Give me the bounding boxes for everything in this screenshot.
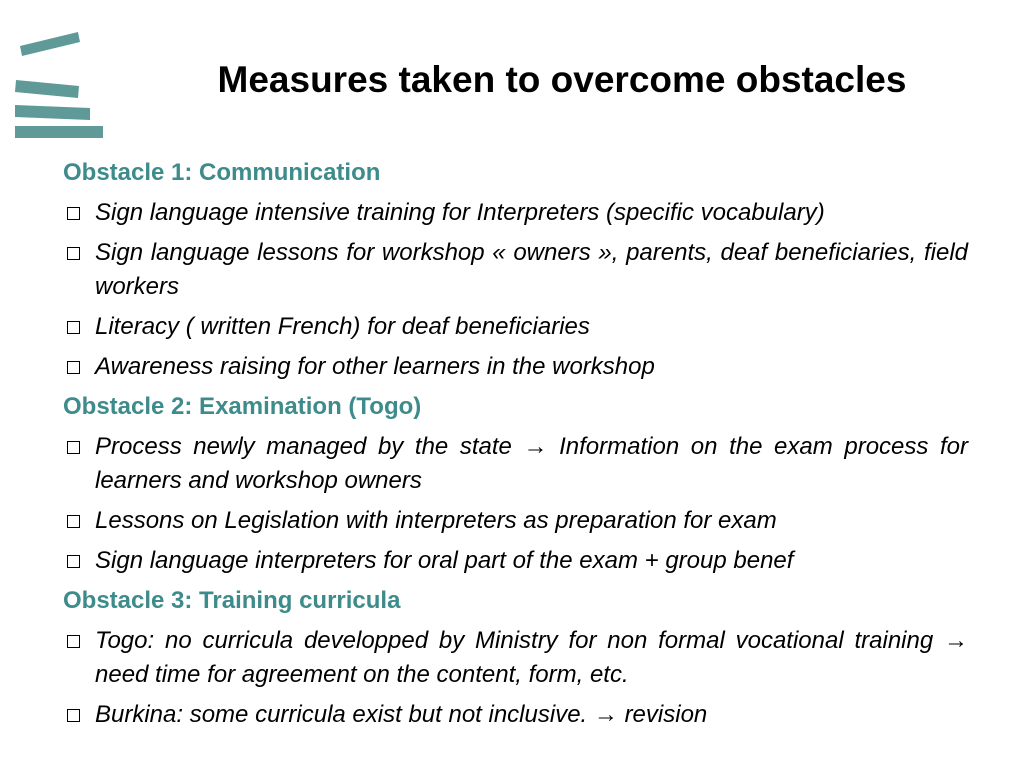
bullet-item bbox=[63, 350, 968, 384]
bullet-text-before: Togo: no curricula developped by Ministry for non formal vocational training bbox=[95, 627, 934, 654]
slide-content bbox=[63, 156, 968, 738]
bullet-item bbox=[63, 504, 968, 538]
section-heading: Obstacle 2: Examination (Togo) bbox=[63, 393, 422, 420]
bullet-item bbox=[63, 698, 968, 732]
bullet-text-before: Burkina: some curricula exist but not inclusive. bbox=[95, 701, 588, 728]
bullet-item bbox=[63, 430, 968, 498]
bullet-text-after: Information on the exam process for learners and workshop owners bbox=[95, 433, 968, 494]
bullet-text bbox=[95, 624, 968, 692]
right-arrow-icon: → bbox=[593, 701, 618, 728]
checkbox-square-icon bbox=[67, 441, 80, 454]
bullet-text bbox=[95, 698, 968, 732]
checkbox-square-icon bbox=[67, 709, 80, 722]
section-heading: Obstacle 3: Training curricula bbox=[63, 587, 401, 614]
checkbox-square-icon bbox=[67, 555, 80, 568]
bullet-item bbox=[63, 544, 968, 578]
bullet-text: Sign language interpreters for oral part of the exam + group benef bbox=[95, 547, 794, 574]
logo-bar-2 bbox=[15, 80, 79, 98]
checkbox-square-icon bbox=[67, 321, 80, 334]
bullet-item bbox=[63, 624, 968, 692]
bullet-text: Sign language lessons for workshop « owners », parents, deaf beneficiaries, field workers bbox=[95, 239, 968, 300]
section-heading: Obstacle 1: Communication bbox=[63, 159, 381, 186]
slide-title: Measures taken to overcome obstacles bbox=[217, 59, 907, 100]
bullet-text: Lessons on Legislation with interpreters as preparation for exam bbox=[95, 507, 777, 534]
bullet-text-after: need time for agreement on the content, form, etc. bbox=[95, 661, 629, 688]
checkbox-square-icon bbox=[67, 247, 80, 260]
logo-bar-3 bbox=[15, 105, 90, 120]
checkbox-square-icon bbox=[67, 635, 80, 648]
logo-bar-4 bbox=[15, 126, 103, 138]
checkbox-square-icon bbox=[67, 207, 80, 220]
bullet-text-after: revision bbox=[624, 701, 708, 728]
bullet-item bbox=[63, 196, 968, 230]
bullet-text-before: Process newly managed by the state bbox=[95, 433, 512, 460]
bullet-item bbox=[63, 310, 968, 344]
right-arrow-icon: → bbox=[523, 433, 548, 460]
right-arrow-icon: → bbox=[944, 627, 969, 654]
checkbox-square-icon bbox=[67, 515, 80, 528]
bullet-text bbox=[95, 430, 968, 498]
bullet-text: Literacy ( written French) for deaf beneficiaries bbox=[95, 313, 590, 340]
stacked-bars-logo bbox=[12, 30, 107, 142]
logo-bar-1 bbox=[20, 32, 80, 56]
checkbox-square-icon bbox=[67, 361, 80, 374]
bullet-item bbox=[63, 236, 968, 304]
bullet-text: Sign language intensive training for Interpreters (specific vocabulary) bbox=[95, 199, 825, 226]
bullet-text: Awareness raising for other learners in the workshop bbox=[95, 353, 655, 380]
